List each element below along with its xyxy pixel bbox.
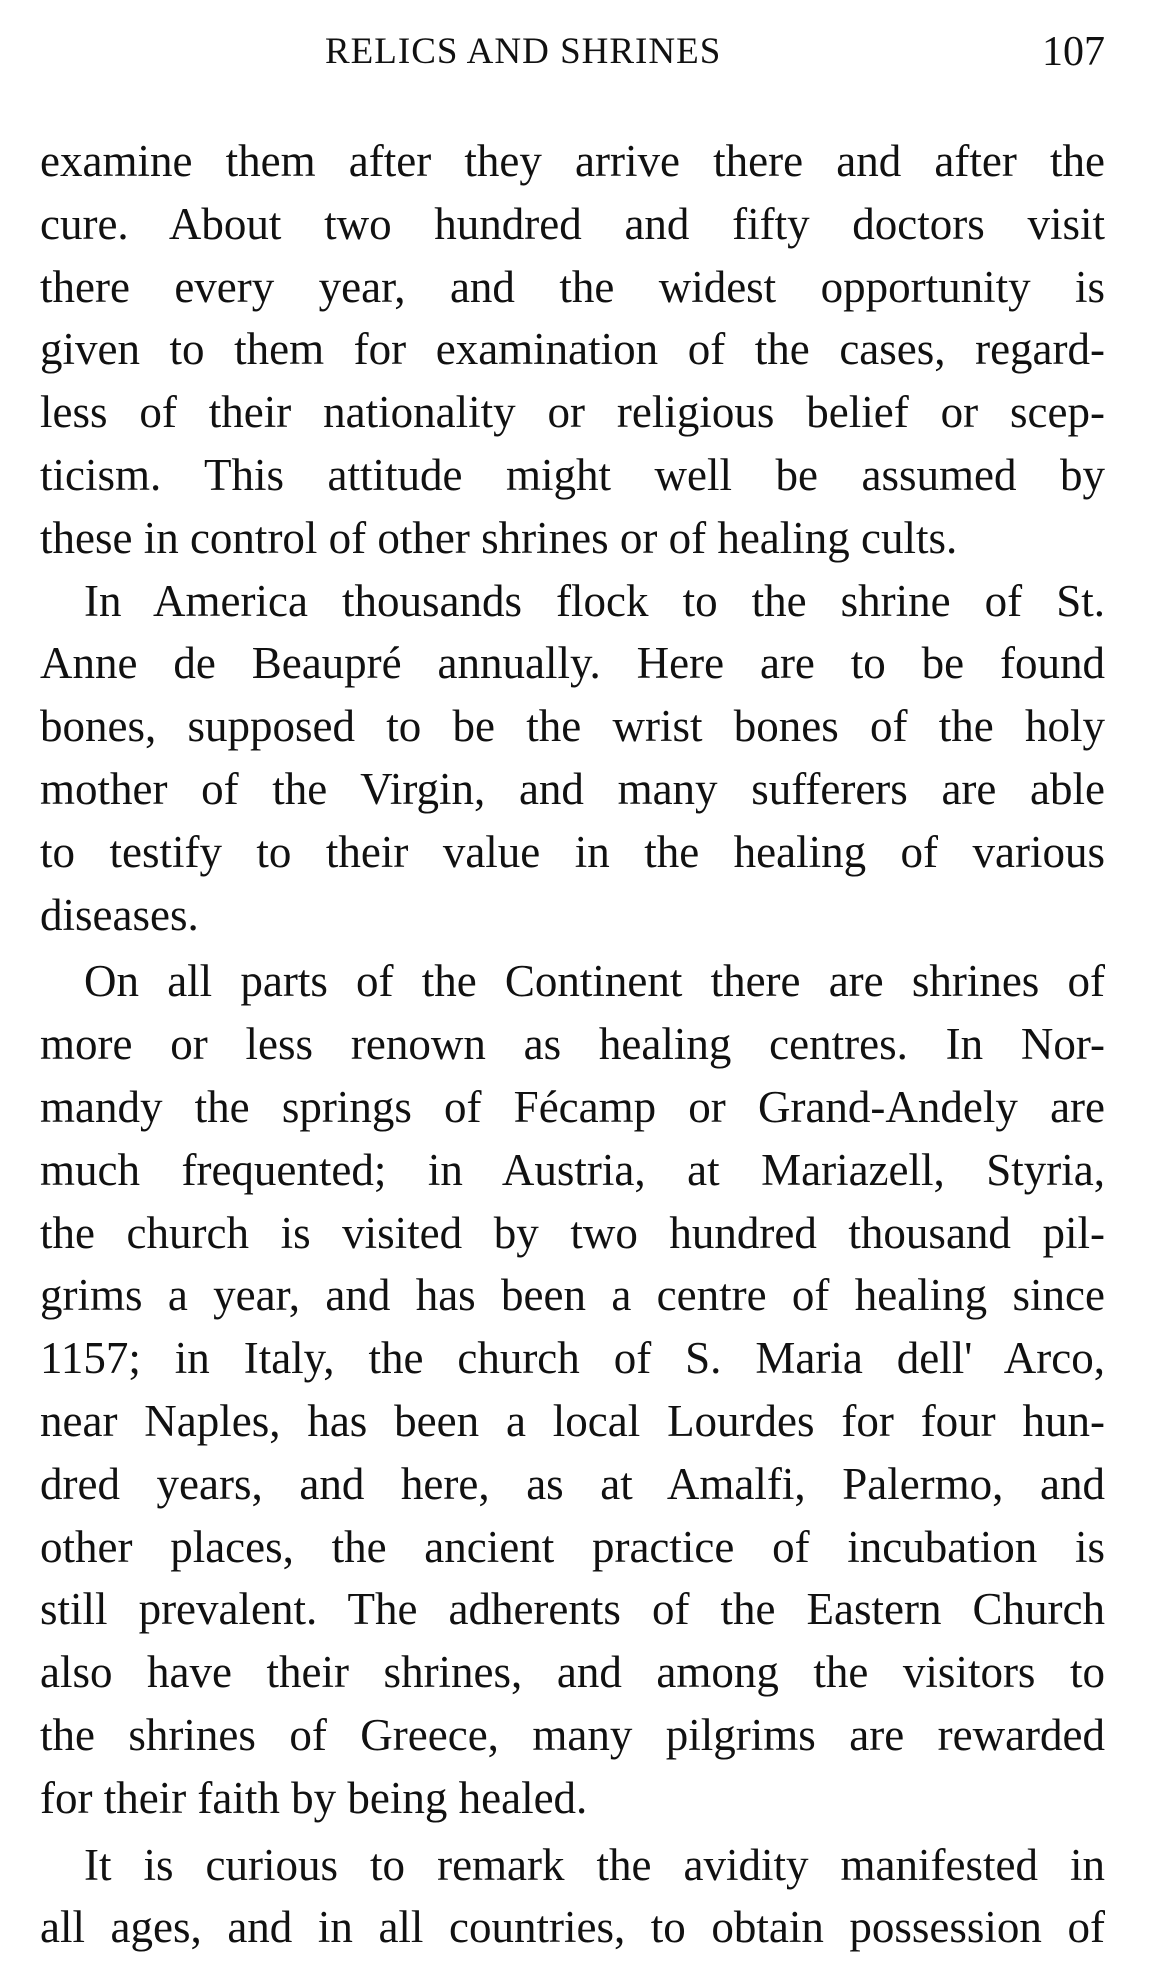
text-line: other places, the ancient practice of incubation is (40, 1521, 1105, 1572)
text-line: In America thousands flock to the shrine of St. (84, 575, 1105, 626)
text-line: there every year, and the widest opportunity is (40, 261, 1105, 312)
text-line: It is curious to remark the avidity manifested in (84, 1839, 1105, 1890)
page-number: 107 (1042, 29, 1105, 75)
text-line: ticism. This attitude might well be assumed by (40, 449, 1105, 500)
text-line: cure. About two hundred and fifty doctors visit (40, 198, 1105, 249)
paragraph-4 (40, 1834, 1105, 1960)
text-line: also have their shrines, and among the visitors to (40, 1647, 1105, 1698)
text-line: On all parts of the Continent there are shrines of (84, 956, 1105, 1007)
text-line: the shrines of Greece, many pilgrims are rewarded (40, 1709, 1105, 1760)
text-line: all ages, and in all countries, to obtain possession of (40, 1902, 1105, 1953)
body-text (40, 130, 1105, 1959)
text-line: bones, supposed to be the wrist bones of the holy (40, 701, 1105, 752)
paragraph-2 (40, 570, 1105, 947)
text-line: these in control of other shrines or of healing cults. (40, 512, 958, 563)
text-line: still prevalent. The adherents of the Eastern Church (40, 1584, 1105, 1635)
text-line: grims a year, and has been a centre of healing since (40, 1270, 1105, 1321)
text-line: the church is visited by two hundred thousand pil- (40, 1207, 1105, 1258)
text-line: less of their nationality or religious belief or scep- (40, 387, 1105, 438)
text-line: mandy the springs of Fécamp or Grand-Andely are (40, 1081, 1105, 1132)
text-line: near Naples, has been a local Lourdes for four hun- (40, 1395, 1105, 1446)
paragraph-1 (40, 130, 1105, 570)
text-line: for their faith by being healed. (40, 1772, 588, 1823)
text-line: 1157; in Italy, the church of S. Maria dell' Arco, (40, 1333, 1105, 1384)
running-title: RELICS AND SHRINES (325, 31, 722, 72)
text-line: dred years, and here, as at Amalfi, Palermo, and (40, 1458, 1105, 1509)
text-line: mother of the Virgin, and many sufferers are able (40, 763, 1105, 814)
text-line: more or less renown as healing centres. In Nor- (40, 1019, 1105, 1070)
text-line: examine them after they arrive there and after the (40, 136, 1105, 186)
running-head (40, 30, 1105, 90)
text-line: Anne de Beaupré annually. Here are to be found (40, 638, 1105, 689)
text-line: diseases. (40, 889, 199, 940)
text-line: much frequented; in Austria, at Mariazell, Styria, (40, 1144, 1105, 1195)
text-line: to testify to their value in the healing of various (40, 826, 1105, 877)
text-line: given to them for examination of the cases, regard- (40, 324, 1105, 375)
paragraph-3 (40, 950, 1105, 1829)
